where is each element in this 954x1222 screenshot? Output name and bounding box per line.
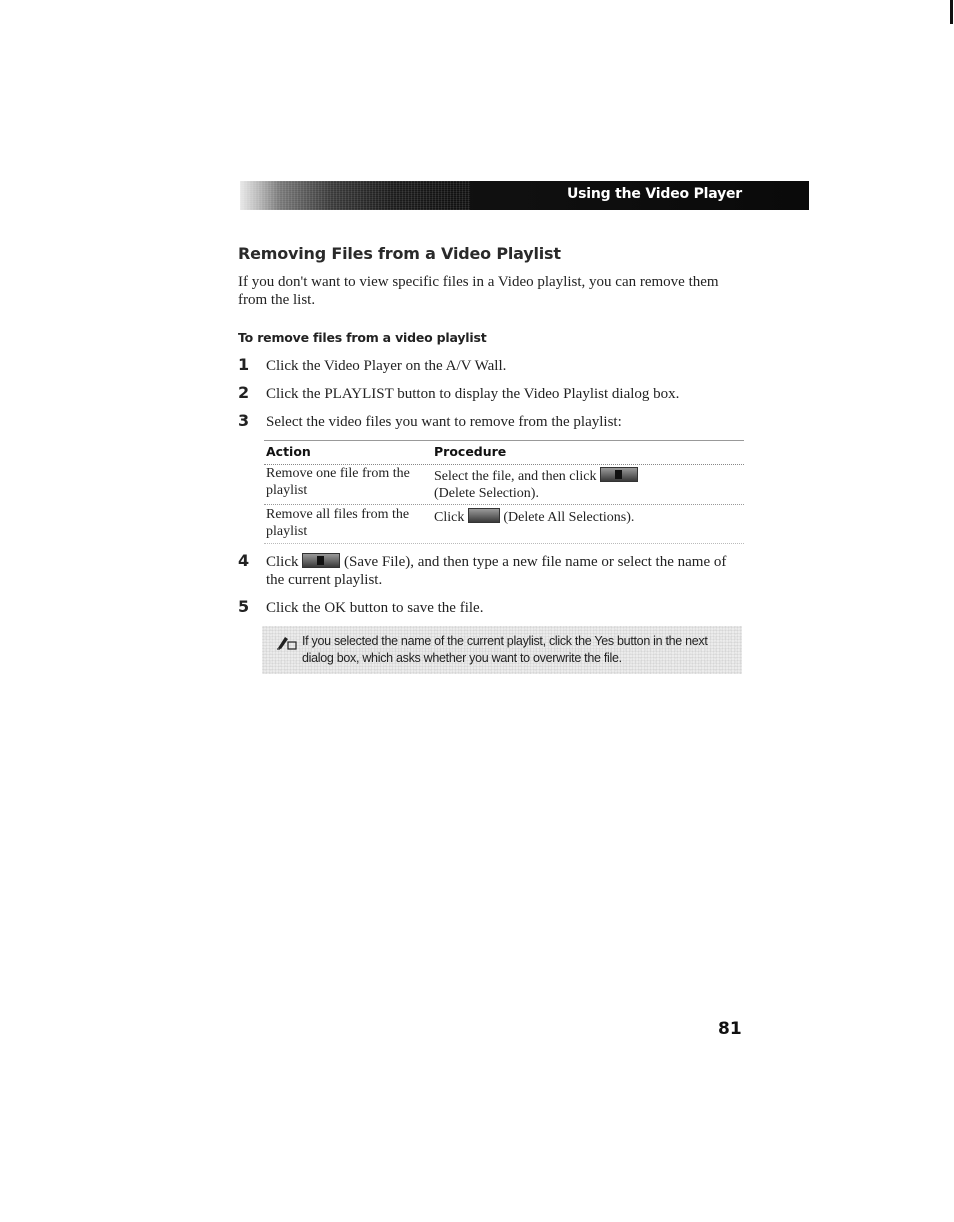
step-number: 4 <box>238 551 250 570</box>
step-2 <box>238 385 758 403</box>
table-cell-action: Remove all files from the playlist <box>266 507 410 539</box>
table-bottom-rule <box>264 543 744 544</box>
page-edge-mark <box>950 0 953 24</box>
section-header-bar <box>240 181 809 210</box>
step-3 <box>238 413 758 431</box>
procedure-text: Click <box>434 510 465 525</box>
procedure-text: Select the file, and then click <box>434 469 597 484</box>
step-text: Click the Video Player on the A/V Wall. <box>266 358 507 374</box>
step-text: Click the OK button to save the file. <box>266 600 484 616</box>
step-text <box>266 553 746 589</box>
step-number: 1 <box>238 355 250 374</box>
header-title: Using the Video Player <box>567 186 742 202</box>
procedure-text: (Delete All Selections). <box>503 510 635 525</box>
step-1 <box>238 357 758 375</box>
procedure-text: (Delete Selection). <box>434 486 539 501</box>
table-header-action: Action <box>266 444 311 459</box>
intro-paragraph: If you don't want to view specific files in a Video playlist, you can remove them from the list. <box>238 274 719 308</box>
procedure-subheading: To remove files from a video playlist <box>238 330 487 345</box>
table-top-rule <box>264 440 744 441</box>
step-number: 3 <box>238 411 250 430</box>
section-heading: Removing Files from a Video Playlist <box>238 244 561 263</box>
header-texture <box>240 181 470 210</box>
table-cell-procedure <box>434 467 734 502</box>
step-text-before: Click <box>266 554 299 570</box>
table-row-rule <box>264 504 744 505</box>
note-pencil-icon <box>276 634 298 650</box>
delete-selection-button-icon <box>600 467 638 482</box>
note-box <box>262 626 742 674</box>
save-file-button-icon <box>302 553 340 568</box>
table-cell-procedure <box>434 508 734 526</box>
step-5 <box>238 599 758 617</box>
save-file-glyph <box>317 556 324 565</box>
step-text: Click the PLAYLIST button to display the Video Playlist dialog box. <box>266 386 680 402</box>
step-text-after: (Save File), and then type a new file name or select the name of the current playlist. <box>266 554 727 588</box>
table-cell-action: Remove one file from the playlist <box>266 466 410 498</box>
step-number: 5 <box>238 597 250 616</box>
delete-all-selections-button-icon <box>468 508 500 523</box>
delete-selection-glyph <box>615 470 622 479</box>
note-text: If you selected the name of the current playlist, click the Yes button in the next dialog box, which asks whether you want to overwrite the file. <box>302 634 708 665</box>
step-number: 2 <box>238 383 250 402</box>
step-text: Select the video files you want to remove from the playlist: <box>266 414 622 430</box>
step-4 <box>238 553 758 589</box>
page-number: 81 <box>718 1019 742 1039</box>
table-header-procedure: Procedure <box>434 444 507 459</box>
